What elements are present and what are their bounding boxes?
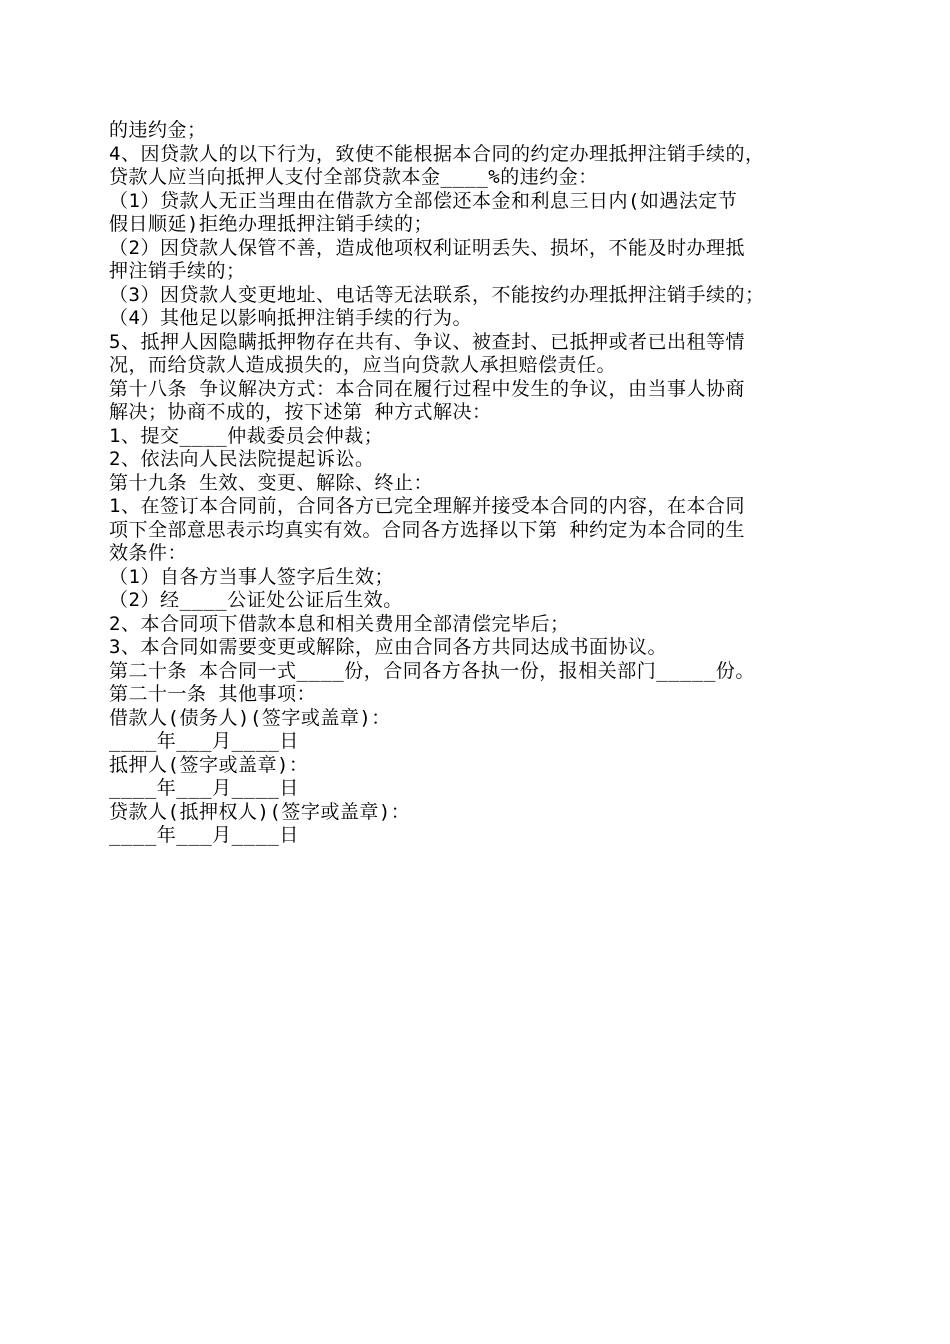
text-line: （3）因贷款人变更地址、电话等无法联系，不能按约办理抵押注销手续的； <box>109 283 765 306</box>
text-line: （4）其他足以影响抵押注销手续的行为。 <box>109 307 472 329</box>
borrower-signature-label: 借款人(债务人)(签字或盖章)： <box>109 706 391 729</box>
text-line: （1）贷款人无正当理由在借款方全部偿还本金和利息三日内(如遇法定节 <box>109 189 738 212</box>
text-line: 效条件： <box>109 542 188 564</box>
article-20-heading: 第二十条 本合同一式____份，合同各方各执一份，报相关部门_____份。 <box>109 659 755 682</box>
text-line: 的违约金； <box>109 119 207 141</box>
lender-date-line: ____年___月____日 <box>109 824 299 846</box>
article-19-heading: 第十九条 生效、变更、解除、终止： <box>109 471 433 494</box>
mortgagor-signature-label: 抵押人(签字或盖章)： <box>109 753 309 776</box>
lender-signature-label: 贷款人(抵押权人)(签字或盖章)： <box>109 800 411 823</box>
text-line: （2）经____公证处公证后生效。 <box>109 589 403 611</box>
text-line: 3、本合同如需要变更或解除，应由合同各方共同达成书面协议。 <box>109 636 667 658</box>
text-line: 况，而给贷款人造成损失的，应当向贷款人承担赔偿责任。 <box>109 354 617 376</box>
text-line: 解决；协商不成的，按下述第 种方式解决： <box>109 401 492 423</box>
text-line: 2、本合同项下借款本息和相关费用全部清偿完毕后； <box>109 612 570 635</box>
text-line: 假日顺延)拒绝办理抵押注销手续的； <box>109 213 433 235</box>
text-line: 5、抵押人因隐瞒抵押物存在共有、争议、被查封、已抵押或者已出租等情 <box>109 330 745 353</box>
text-line: （1）自各方当事人签字后生效； <box>109 565 394 588</box>
text-line: 1、提交____仲裁委员会仲裁； <box>109 424 384 447</box>
text-line: 押注销手续的； <box>109 260 246 282</box>
contract-text <box>109 119 844 848</box>
mortgagor-date-line: ____年___月____日 <box>109 777 299 799</box>
article-18-heading: 第十八条 争议解决方式：本合同在履行过程中发生的争议，由当事人协商 <box>109 377 745 400</box>
text-line: 4、因贷款人的以下行为，致使不能根据本合同的约定办理抵押注销手续的， <box>109 142 765 165</box>
text-line: 1、在签订本合同前，合同各方已完全理解并接受本合同的内容，在本合同 <box>109 495 745 517</box>
text-line: 贷款人应当向抵押人支付全部贷款本金____%的违约金： <box>109 166 598 188</box>
text-line: （2）因贷款人保管不善，造成他项权利证明丢失、损坏，不能及时办理抵 <box>109 236 745 259</box>
text-line: 2、依法向人民法院提起诉讼。 <box>109 448 375 470</box>
borrower-date-line: ____年___月____日 <box>109 730 299 752</box>
article-21-heading: 第二十一条 其他事项： <box>109 683 316 705</box>
text-line: 项下全部意思表示均真实有效。合同各方选择以下第 种约定为本合同的生 <box>109 518 745 541</box>
